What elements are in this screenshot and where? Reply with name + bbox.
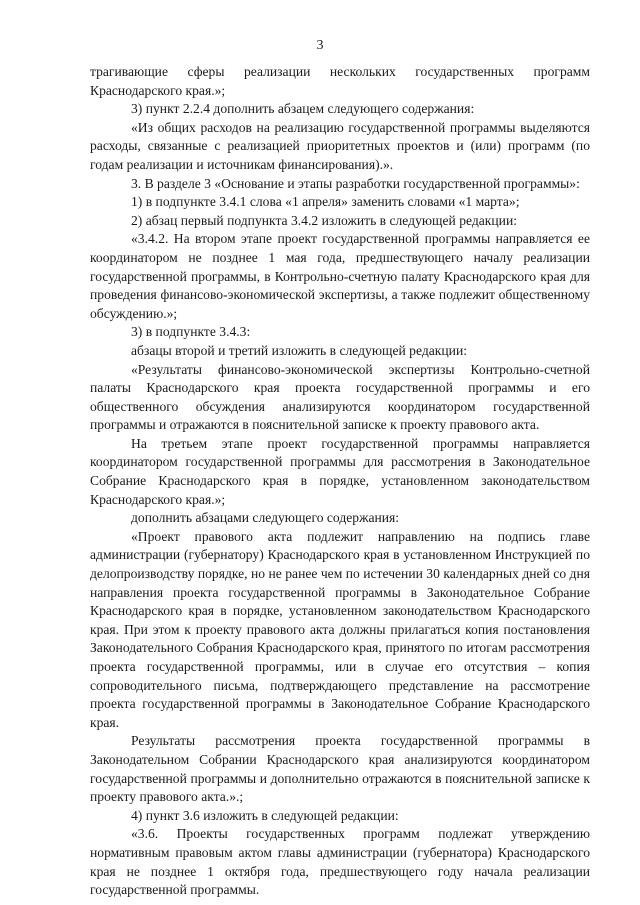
document-body xyxy=(90,63,590,900)
paragraph: 4) пункт 3.6 изложить в следующей редакции: xyxy=(131,807,399,823)
paragraph: 1) в подпункте 3.4.1 слова «1 апреля» заменить словами «1 марта»; xyxy=(131,194,520,210)
paragraph: 2) абзац первый подпункта 3.4.2 изложить в следующей редакции: xyxy=(131,212,518,228)
page-number: 3 xyxy=(316,38,324,53)
paragraph: 3) пункт 2.2.4 дополнить абзацем следующего содержания: xyxy=(131,101,475,117)
paragraph: «Из общих расходов на реализацию государственной программы выделяются расходы, связанные с реализацией приоритетных проектов и (или) программ (по годам реализации и источникам финансирования).». xyxy=(90,119,590,172)
paragraph: «Результаты финансово-экономической экспертизы Контрольно-счетной палаты Краснодарского края проекта государственной программы и его общественного обсуждения анализируются координатором государственной программы и отражаются в пояснительной записке к проекту правового акта. xyxy=(90,361,590,433)
paragraph: 3) в подпункте 3.4.3: xyxy=(131,324,251,340)
paragraph: «3.6. Проекты государственных программ подлежат утверждению нормативным правовым актом главы администрации (губернатора) Краснодарского края не позднее 1 октября года, предшествующего году начала реализации государственной программы. xyxy=(90,826,590,898)
paragraph: 3. В разделе 3 «Основание и этапы разработки государственной программы»: xyxy=(131,175,580,191)
paragraph: На третьем этапе проект государственной программы направляется координатором государственной программы для рассмотрения в Законодательное Собрание Краснодарского края в порядке, установленном законодательством Краснодарского края.»; xyxy=(90,435,590,507)
paragraph-continuation: трагивающие сферы реализации нескольких государственных программ Краснодарского края.»; xyxy=(90,64,590,98)
paragraph: «Проект правового акта подлежит направлению на подпись главе администрации (губернатору) Краснодарского края в установленном Инструкцией по делопроизводству порядке, но не ранее чем по истечении 30 календарных дней со дня направления проекта государственной программы в Законодательное Собрание Краснодарского края в порядке, установленном законодательством Краснодарского края. При этом к проекту правового акта должны прилагаться копия постановления Законодательного Собрания Краснодарского края, принятого по итогам рассмотрения проекта государственной программы, или в случае его отсутствия – копия сопроводительного письма, подтверждающего представление на рассмотрение проекта государственной программы в Законодательное Собрание Краснодарского края. xyxy=(90,528,590,730)
paragraph: «3.4.2. На втором этапе проект государственной программы направляется ее координатором не позднее 1 мая года, предшествующего началу реализации государственной программы, в Контрольно-счетную палату Краснодарского края для проведения финансово-экономической экспертизы, а также подлежит общественному обсуждению.»; xyxy=(90,231,590,321)
paragraph: абзацы второй и третий изложить в следующей редакции: xyxy=(131,342,467,358)
paragraph: Результаты рассмотрения проекта государственной программы в Законодательном Собрании Краснодарского края анализируются координатором государственной программы и дополнительно отражаются в пояснительной записке к проекту правового акта.».; xyxy=(90,733,590,805)
paragraph: дополнить абзацами следующего содержания: xyxy=(131,510,400,526)
